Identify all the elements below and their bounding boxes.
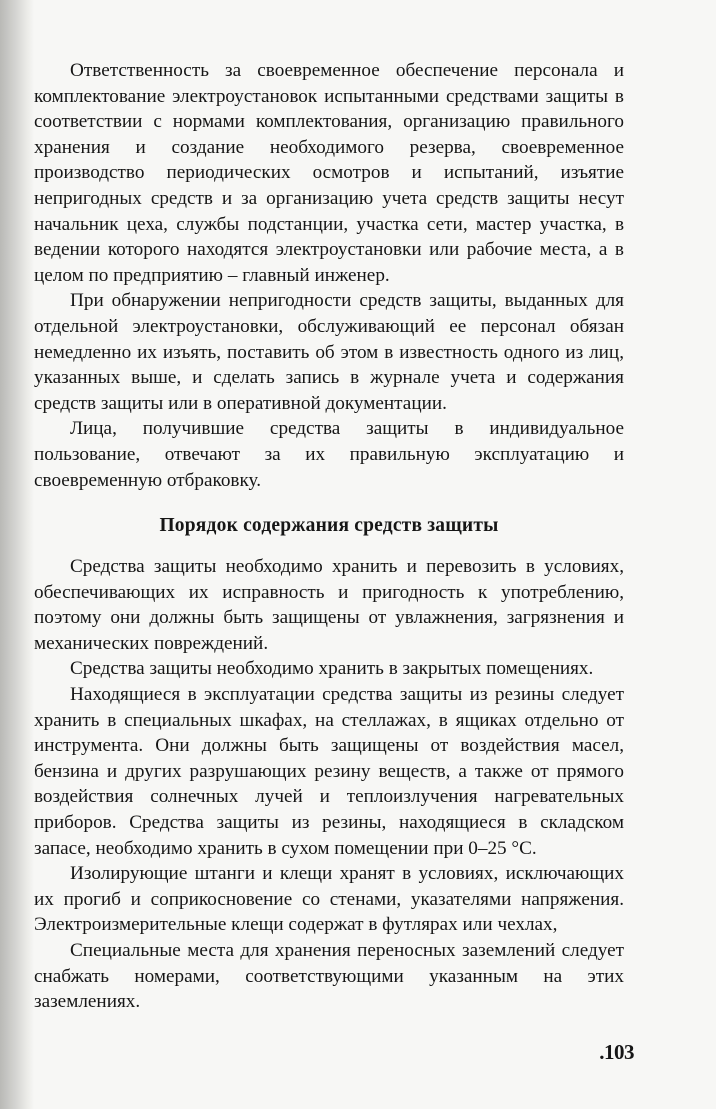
paragraph-storage-conditions: Средства защиты необходимо хранить и перевозить в условиях, обеспечивающих их исправность и пригодность к употреблению, поэтому они должны быть защищены от увлажнения, загрязнения и механических повреждений.	[34, 556, 624, 654]
paragraph-rods-and-clamps: Изолирующие штанги и клещи хранят в условиях, исключающих их прогиб и соприкосновение со стенами, указателями напряжения. Электроизмерительные клещи содержат в футлярах или чехлах,	[34, 863, 624, 936]
page-spine-shadow	[0, 0, 34, 1109]
page-body	[34, 58, 624, 1015]
paragraph-grounding-places: Специальные места для хранения переносных заземлений следует снабжать номерами, соответствующими указанным на этих заземлениях.	[34, 940, 624, 1013]
paragraph-responsibility: Ответственность за своевременное обеспечение персонала и комплектование электроустановок испытанными средствами защиты в соответствии с нормами комплектования, организацию правильного хранения и создание необходимого резерва, своевременное производство периодических осмотров и испытаний, изъятие непригодных средств и за организацию учета средств защиты несут начальник цеха, службы подстанции, участка сети, мастер участка, в ведении которого находятся электроустановки или рабочие места, а в целом по предприятию – главный инженер.	[34, 60, 624, 286]
paragraph-individual-use: Лица, получившие средства защиты в индивидуальное пользование, отвечают за их правильную эксплуатацию и своевременную отбраковку.	[34, 418, 624, 491]
paragraph-closed-rooms: Средства защиты необходимо хранить в закрытых помещениях.	[70, 658, 594, 680]
section-heading: Порядок содержания средств защиты	[159, 515, 499, 537]
page-number: .103	[599, 1040, 634, 1064]
paragraph-unfit-equipment: При обнаружении непригодности средств защиты, выданных для отдельной электроустановки, обслуживающий ее персонал обязан немедленно их изъять, поставить об этом в известность одного из лиц, указанных выше, и сделать запись в журнале учета и содержания средств защиты или в оперативной документации.	[34, 290, 624, 414]
paragraph-rubber-storage: Находящиеся в эксплуатации средства защиты из резины следует хранить в специальных шкафах, на стеллажах, в ящиках отдельно от инструмента. Они должны быть защищены от воздействия масел, бензина и других разрушающих резину веществ, а также от прямого воздействия солнечных лучей и теплоизлучения нагревательных приборов. Средства защиты из резины, находящиеся в складском запасе, необходимо хранить в сухом помещении при 0–25 °С.	[34, 684, 624, 859]
